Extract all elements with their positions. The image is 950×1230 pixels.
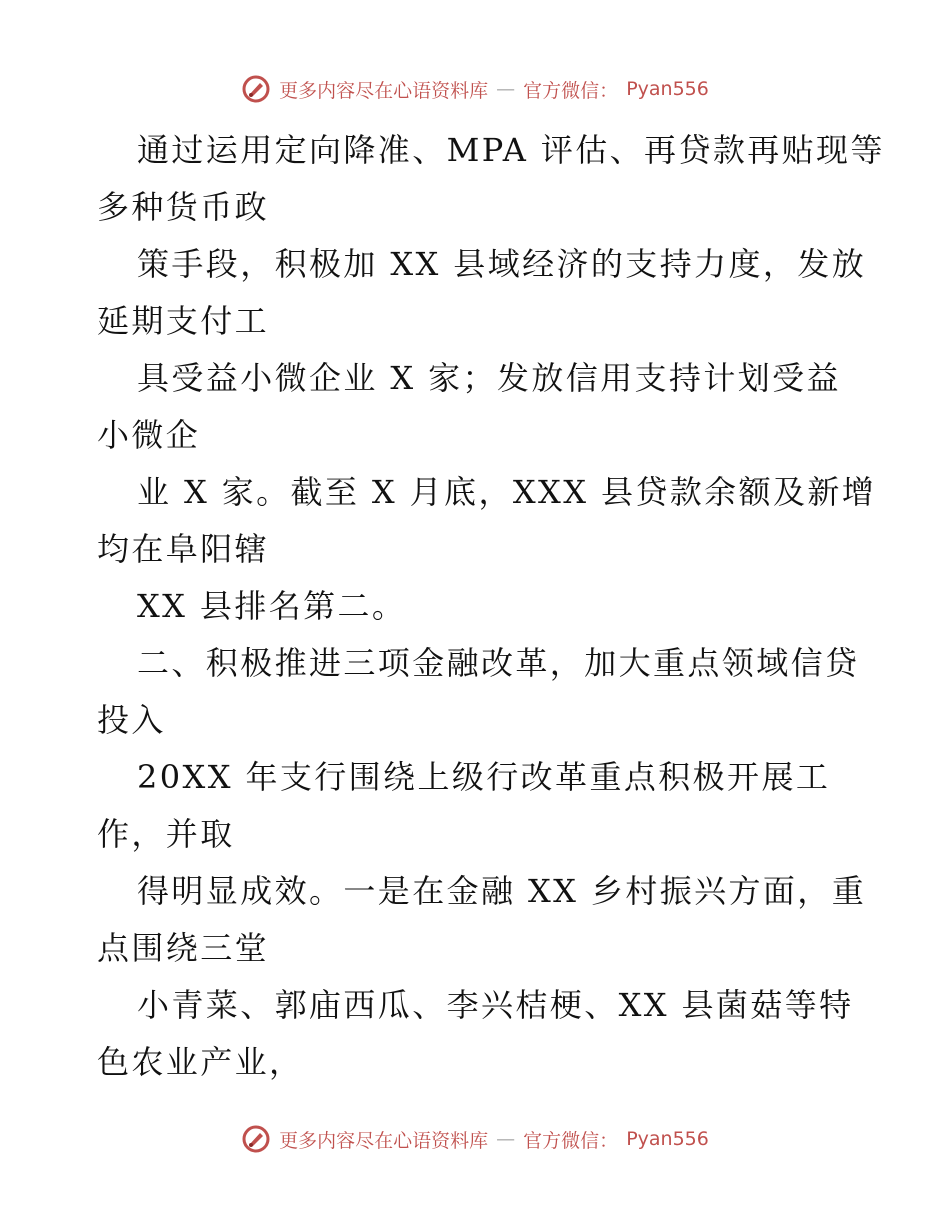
- brush-circle-logo-icon: [241, 74, 271, 104]
- body-line: 投入: [97, 701, 166, 739]
- body-line: 策手段，积极加 XX 县域经济的支持力度，发放: [137, 245, 867, 283]
- watermark-wechat-label: 官方微信：: [523, 79, 619, 102]
- body-line: 延期支付工: [97, 302, 270, 340]
- brush-circle-logo-icon: [241, 1124, 271, 1154]
- footer-watermark: [0, 1124, 950, 1154]
- watermark-wechat-id: Pyan556: [626, 1128, 709, 1150]
- body-line: 点围绕三堂: [97, 929, 270, 967]
- watermark-wechat-label: 官方微信：: [523, 1129, 619, 1152]
- watermark-dash: —: [496, 1128, 516, 1150]
- body-line: 多种货币政: [97, 188, 270, 226]
- watermark-site-text: 更多内容尽在心语资料库: [279, 1129, 489, 1152]
- section-heading: 二、积极推进三项金融改革，加大重点领域信贷: [137, 644, 860, 682]
- body-line: 具受益小微企业 X 家；发放信用支持计划受益: [137, 359, 841, 397]
- body-line: 通过运用定向降准、MPA 评估、再贷款再贴现等: [137, 131, 885, 169]
- body-line: 均在阜阳辖: [97, 530, 270, 568]
- body-line: XX 县排名第二。: [137, 587, 407, 625]
- body-line: 小微企: [97, 416, 201, 454]
- body-line: 20XX 年支行围绕上级行改革重点积极开展工: [137, 758, 831, 796]
- watermark-dash: —: [496, 78, 516, 100]
- document-body: [97, 122, 885, 1091]
- header-watermark: [0, 74, 950, 104]
- watermark-site-text: 更多内容尽在心语资料库: [279, 79, 489, 102]
- watermark-wechat-id: Pyan556: [626, 78, 709, 100]
- body-line: 得明显成效。一是在金融 XX 乡村振兴方面，重: [137, 872, 867, 910]
- body-line: 小青菜、郭庙西瓜、李兴桔梗、XX 县菌菇等特: [137, 986, 854, 1024]
- body-line: 作，并取: [97, 815, 235, 853]
- body-line: 色农业产业，: [97, 1043, 304, 1081]
- body-line: 业 X 家。截至 X 月底，XXX 县贷款余额及新增: [137, 473, 877, 511]
